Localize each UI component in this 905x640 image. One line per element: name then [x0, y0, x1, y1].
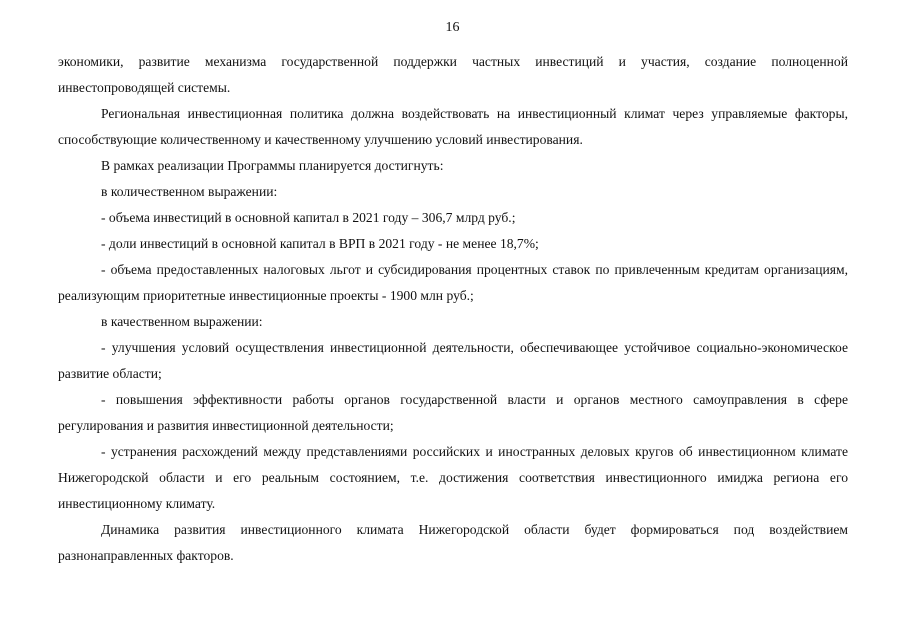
page-number: 16	[445, 20, 460, 35]
document-body	[58, 49, 848, 569]
paragraph: Региональная инвестиционная политика должна воздействовать на инвестиционный климат через управляемые факторы, способствующие количественному и качественному улучшению условий инвестирования.	[58, 106, 848, 147]
list-item: - объема инвестиций в основной капитал в 2021 году – 306,7 млрд руб.;	[101, 210, 516, 225]
list-item: - улучшения условий осуществления инвестиционной деятельности, обеспечивающее устойчивое социально-экономическое развитие области;	[58, 340, 848, 381]
paragraph: экономики, развитие механизма государственной поддержки частных инвестиций и участия, создание полноценной инвестопроводящей системы.	[58, 54, 848, 95]
paragraph: в количественном выражении:	[101, 184, 278, 199]
paragraph: Динамика развития инвестиционного климата Нижегородской области будет формироваться под воздействием разнонаправленных факторов.	[58, 522, 848, 563]
list-item: - доли инвестиций в основной капитал в ВРП в 2021 году - не менее 18,7%;	[101, 236, 539, 251]
paragraph: в качественном выражении:	[101, 314, 263, 329]
paragraph: В рамках реализации Программы планируется достигнуть:	[101, 158, 444, 173]
list-item: - объема предоставленных налоговых льгот и субсидирования процентных ставок по привлеченным кредитам организациям, реализующим приоритетные инвестиционные проекты - 1900 млн руб.;	[58, 262, 848, 303]
list-item: - устранения расхождений между представлениями российских и иностранных деловых кругов об инвестиционном климате Нижегородской области и его реальным состоянием, т.е. достижения соответствия инвестиционного имиджа региона его инвестиционному климату.	[58, 444, 848, 511]
list-item: - повышения эффективности работы органов государственной власти и органов местного самоуправления в сфере регулирования и развития инвестиционной деятельности;	[58, 392, 848, 433]
